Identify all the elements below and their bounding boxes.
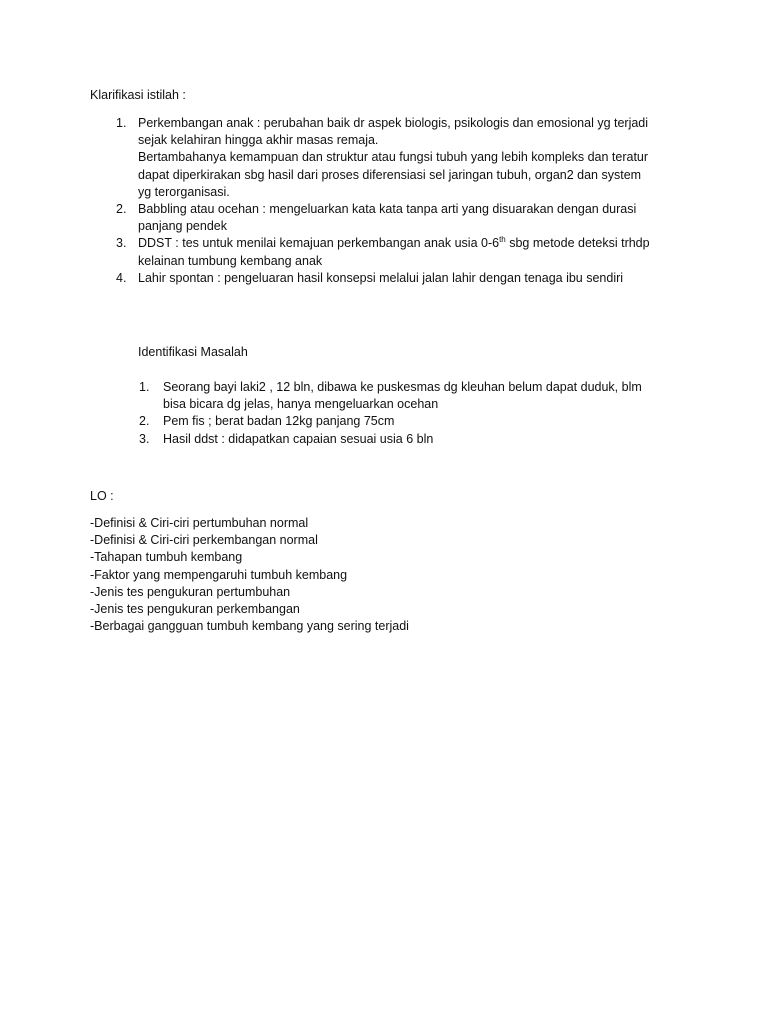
identifikasi-item-3 xyxy=(0,431,768,448)
item-text-line: Perkembangan anak : perubahan baik dr aspek biologis, psikologis dan emosional yg terjadi xyxy=(138,116,649,130)
identifikasi-heading: Identifikasi Masalah xyxy=(138,345,248,359)
lo-item: -Jenis tes pengukuran pertumbuhan xyxy=(90,584,291,599)
list-number: 4. xyxy=(116,270,127,285)
lo-item: -Tahapan tumbuh kembang xyxy=(90,550,243,565)
item-text-part: sbg metode deteksi trhdp xyxy=(505,236,650,251)
item-text-line: sejak kelahiran hingga akhir masas remaja. xyxy=(138,133,379,148)
lo-heading: LO : xyxy=(90,489,114,503)
lo-item: -Definisi & Ciri-ciri pertumbuhan normal xyxy=(90,516,309,530)
lo-list xyxy=(90,515,409,635)
identifikasi-item-2 xyxy=(0,413,768,430)
item-text-line: Bertambahanya kemampuan dan struktur atau fungsi tubuh yang lebih kompleks dan teratur xyxy=(138,150,649,165)
superscript: th xyxy=(499,235,506,245)
item-text-line: kelainan tumbung kembang anak xyxy=(138,253,323,268)
klarifikasi-item-2 xyxy=(0,201,768,235)
list-number: 2. xyxy=(116,202,127,217)
identifikasi-list xyxy=(0,379,768,448)
list-number: 3. xyxy=(139,431,150,446)
item-text-line: Hasil ddst : didapatkan capaian sesuai usia 6 bln xyxy=(163,431,434,446)
item-text-line: Seorang bayi laki2 , 12 bln, dibawa ke puskesmas dg kleuhan belum dapat duduk, blm xyxy=(163,380,642,394)
lo-item: -Berbagai gangguan tumbuh kembang yang sering terjadi xyxy=(90,619,409,634)
klarifikasi-list xyxy=(0,115,768,287)
lo-item: -Jenis tes pengukuran perkembangan xyxy=(90,602,300,617)
item-text-line: Lahir spontan : pengeluaran hasil konsepsi melalui jalan lahir dengan tenaga ibu sendiri xyxy=(138,270,624,285)
klarifikasi-heading: Klarifikasi istilah : xyxy=(90,88,186,102)
item-text-line: yg terorganisasi. xyxy=(138,184,230,199)
lo-item: -Definisi & Ciri-ciri perkembangan normal xyxy=(90,533,318,548)
list-number: 2. xyxy=(139,414,150,429)
item-text-part: DDST : tes untuk menilai kemajuan perkembangan anak usia 0-6 xyxy=(138,236,500,251)
klarifikasi-item-1 xyxy=(0,115,768,201)
item-text-line: Pem fis ; berat badan 12kg panjang 75cm xyxy=(163,414,395,429)
item-text-line: Babbling atau ocehan : mengeluarkan kata kata tanpa arti yang disuarakan dengan durasi xyxy=(138,202,637,217)
item-text-line: bisa bicara dg jelas, hanya mengeluarkan ocehan xyxy=(163,397,439,412)
lo-item: -Faktor yang mempengaruhi tumbuh kembang xyxy=(90,567,348,582)
identifikasi-item-1 xyxy=(0,379,768,413)
klarifikasi-item-3 xyxy=(0,235,768,269)
list-number: 1. xyxy=(116,116,127,130)
item-text-line: dapat diperkirakan sbg hasil dari proses diferensiasi sel jaringan tubuh, organ2 dan system xyxy=(138,167,642,182)
list-number: 1. xyxy=(139,380,150,394)
item-text-line: panjang pendek xyxy=(138,219,227,234)
klarifikasi-item-4 xyxy=(0,270,768,287)
item-text-line xyxy=(138,235,768,252)
list-number: 3. xyxy=(116,236,127,251)
